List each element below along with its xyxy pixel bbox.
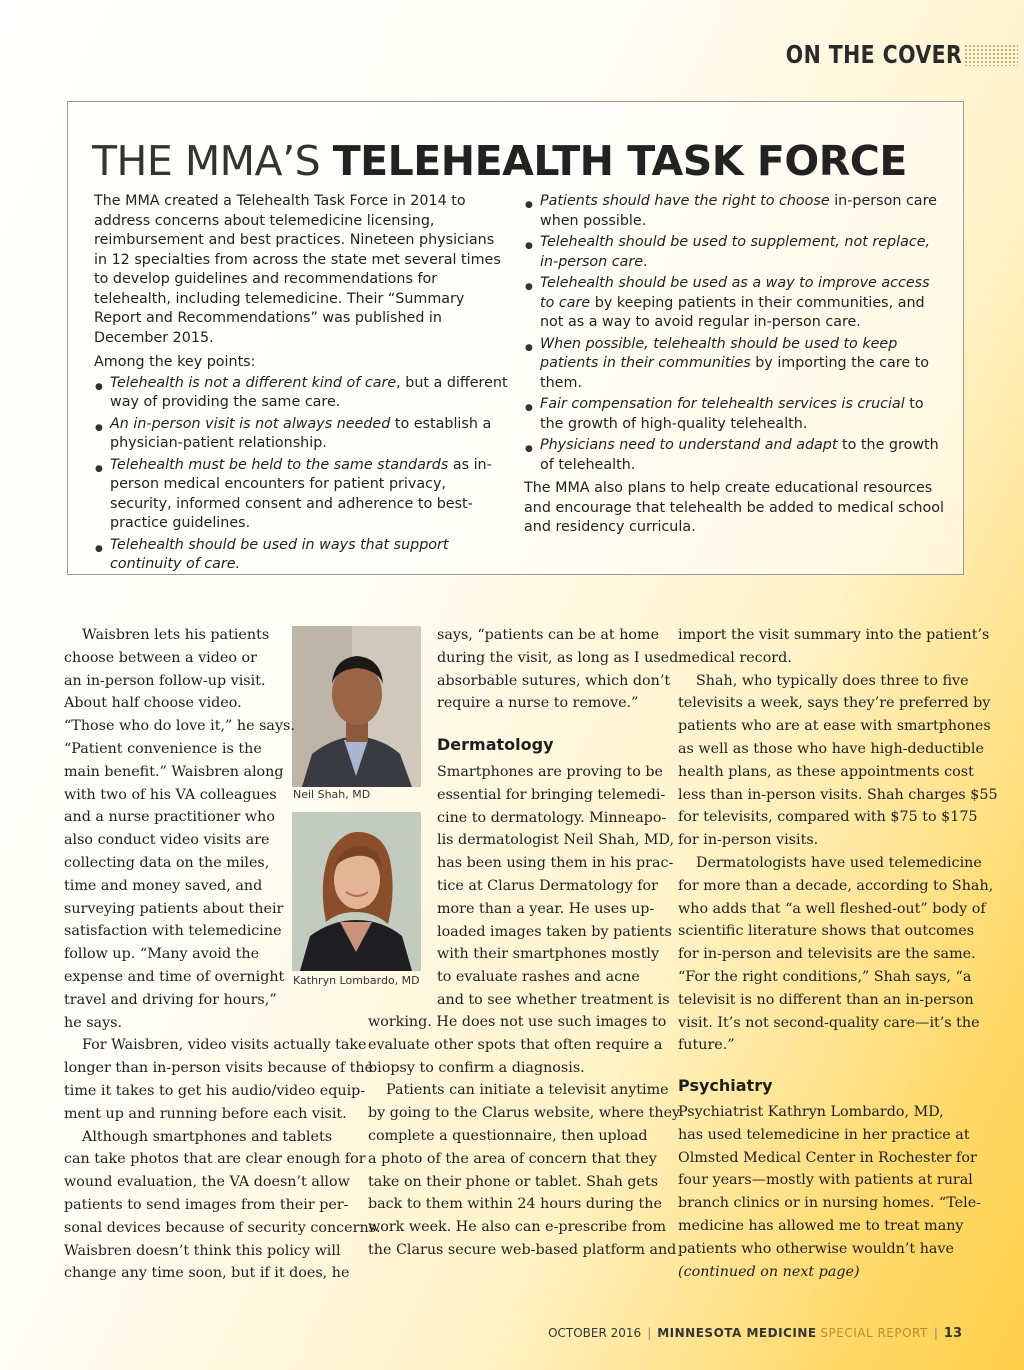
text-line: essential for bringing telemedi- <box>437 786 666 803</box>
text-line: travel and driving for hours,” <box>64 991 277 1008</box>
sidebar-title <box>92 138 907 184</box>
caption-kathryn-lombardo: Kathryn Lombardo, MD <box>293 974 420 987</box>
sidebar-bullet <box>94 456 508 534</box>
bullet-emphasis: Physicians need to understand and adapt <box>540 437 838 453</box>
text-line: Patients can initiate a televisit anytime <box>386 1082 669 1099</box>
sidebar-closing: The MMA also plans to help create educational resources and encourage that telehealth be added to medical school and residency curricula. <box>524 480 944 535</box>
text-line: Olmsted Medical Center in Rochester for <box>678 1149 977 1166</box>
sidebar-left-column <box>94 192 508 579</box>
article-column-2-subhead-block <box>437 734 657 759</box>
sidebar-bullet <box>94 415 508 454</box>
sidebar-bullet <box>94 536 508 575</box>
text-line: health plans, as these appointments cost <box>678 763 974 780</box>
text-line: complete a questionnaire, then upload <box>368 1127 648 1144</box>
bullet-emphasis: When possible, telehealth should be used to keep patients in their communities <box>540 335 898 371</box>
bullet-text: to the growth of high-quality telehealth. <box>540 396 924 432</box>
text-line: cine to dermatology. Minneapo- <box>437 809 667 826</box>
sidebar-bullet <box>524 436 944 475</box>
text-line: an in-person follow-up visit. <box>64 672 266 689</box>
text-line: medical record. <box>678 649 792 666</box>
text-line: time it takes to get his audio/video equip- <box>64 1082 366 1099</box>
text-line: main benefit.” Waisbren along <box>64 763 284 780</box>
text-line: has used telemedicine in her practice at <box>678 1126 970 1143</box>
bullet-text: in-person care when possible. <box>540 193 937 229</box>
bullet-emphasis: Telehealth should be used to supplement, not replace, in-person care <box>540 234 931 270</box>
text-line: About half choose video. <box>64 695 242 712</box>
sidebar-left-bullets <box>94 374 508 575</box>
article-column-2-top <box>437 624 679 715</box>
text-line: “Patient convenience is the <box>64 740 262 757</box>
bullet-emphasis: Telehealth should be used in ways that support continuity of care. <box>110 536 449 572</box>
footer-separator: | <box>647 1326 652 1340</box>
text-line: for in-person and televisits are the same. <box>678 946 976 963</box>
tag-dots-decoration <box>964 44 1018 66</box>
article-column-3-subhead-block <box>678 1075 964 1100</box>
bullet-dot-icon: ● <box>95 463 103 474</box>
bullet-text: . <box>643 253 648 270</box>
text-line: wound evaluation, the VA doesn’t allow <box>64 1174 350 1191</box>
text-line: biopsy to confirm a diagnosis. <box>368 1059 585 1076</box>
bullet-emphasis: Fair compensation for telehealth services is crucial <box>540 396 905 412</box>
text-line: has been using them in his prac- <box>437 855 674 872</box>
footer-date: OCTOBER 2016 <box>548 1326 642 1340</box>
text-line: for more than a decade, according to Shah, <box>678 877 994 894</box>
continued-note: (continued on next page) <box>678 1264 860 1280</box>
text-line: longer than in-person visits because of the <box>64 1060 374 1077</box>
text-line: satisfaction with telemedicine <box>64 923 282 940</box>
sidebar-title-light: THE MMA’S <box>92 137 333 185</box>
text-line: work week. He also can e-prescribe from <box>368 1219 667 1236</box>
bullet-text: as in-person medical encounters for patient privacy, security, informed consent and adherence to best-practice guidelines. <box>110 456 492 531</box>
bullet-text: to establish a physician-patient relationship. <box>110 415 492 451</box>
bullet-emphasis: Telehealth must be held to the same standards <box>110 456 449 473</box>
bullet-text: by keeping patients in their communities, and not as a way to avoid regular in-person care. <box>540 294 925 330</box>
text-line: by going to the Clarus website, where they <box>368 1105 681 1122</box>
bullet-dot-icon: ● <box>95 543 103 554</box>
sidebar-intro: The MMA created a Telehealth Task Force in 2014 to address concerns about telemedicine licensing, reimbursement and best practices. Nineteen physicians in 12 specialties from across the state met several times to develop guidelines and recommendations for telehealth, including telemedicine. Their “Summary Report and Recommendations” was published in December 2015. <box>94 193 501 346</box>
bullet-emphasis: Telehealth is not a different kind of care <box>110 374 397 391</box>
sidebar-right-column <box>524 192 944 543</box>
sidebar-right-bullets <box>524 192 944 475</box>
text-line: Although smartphones and tablets <box>82 1128 333 1145</box>
text-line: more than a year. He uses up- <box>437 900 655 917</box>
text-line: during the visit, as long as I used <box>437 649 679 666</box>
text-line: ment up and running before each visit. <box>64 1105 347 1122</box>
text-line: and to see whether treatment is <box>437 991 670 1008</box>
text-line: expense and time of overnight <box>64 968 285 985</box>
bullet-dot-icon: ● <box>525 241 533 251</box>
text-line: visit. It’s not second-quality care—it’s the <box>678 1014 980 1031</box>
text-line: televisit is no different than an in-person <box>678 991 974 1008</box>
sidebar-bullet <box>524 274 944 333</box>
footer-separator-2: | <box>933 1326 938 1340</box>
text-line: Psychiatrist Kathryn Lombardo, MD, <box>678 1104 944 1120</box>
sidebar-bullet <box>524 192 944 231</box>
sidebar-title-bold: TELEHEALTH TASK FORCE <box>332 137 907 185</box>
text-line: who adds that “a well fleshed-out” body of <box>678 900 986 917</box>
bullet-emphasis: Telehealth should be used as a way to improve access to care <box>540 275 930 311</box>
text-line: collecting data on the miles, <box>64 854 270 871</box>
text-line: sonal devices because of security concerns. <box>64 1219 381 1236</box>
text-line: evaluate other spots that often require a <box>368 1036 663 1053</box>
text-line: patients to send images from their per- <box>64 1196 349 1213</box>
footer-magazine: MINNESOTA MEDICINE <box>657 1326 817 1340</box>
text-line: less than in-person visits. Shah charges $55 <box>678 786 998 803</box>
text-line: loaded images taken by patients <box>437 923 672 940</box>
bullet-emphasis: Patients should have the right to choose <box>540 193 830 209</box>
text-line: patients who are at ease with smartphones <box>678 718 991 735</box>
page-number: 13 <box>943 1326 962 1341</box>
bullet-text: by importing the care to them. <box>540 355 930 391</box>
text-line: surveying patients about their <box>64 900 284 917</box>
text-line: as well as those who have high-deductible <box>678 740 984 757</box>
bullet-dot-icon: ● <box>525 444 533 454</box>
text-line: to evaluate rashes and acne <box>437 969 640 986</box>
bullet-emphasis: An in-person visit is not always needed <box>110 415 391 432</box>
text-line: Waisbren doesn’t think this policy will <box>64 1242 341 1259</box>
section-tag: ON THE COVER <box>785 40 962 69</box>
text-line: for in-person visits. <box>678 832 819 849</box>
text-line: follow up. “Many avoid the <box>64 946 260 963</box>
bullet-dot-icon: ● <box>525 342 533 353</box>
text-line: televisits a week, says they’re preferred by <box>678 695 991 712</box>
text-line: medicine has allowed me to treat many <box>678 1217 964 1234</box>
sidebar-bullet <box>94 374 508 413</box>
text-line: time and money saved, and <box>64 877 263 894</box>
text-line: patients who otherwise wouldn’t have <box>678 1240 954 1257</box>
page-footer <box>548 1326 962 1341</box>
text-line: Dermatologists have used telemedicine <box>696 854 982 871</box>
article-column-3-a <box>678 624 998 1057</box>
bullet-dot-icon: ● <box>525 403 533 413</box>
sidebar-box <box>67 101 964 575</box>
text-line: can take photos that are clear enough for <box>64 1151 366 1168</box>
bullet-dot-icon: ● <box>95 422 103 433</box>
text-line: for televisits, compared with $75 to $175 <box>678 809 978 826</box>
text-line: with their smartphones mostly <box>437 946 660 963</box>
text-line: require a nurse to remove.” <box>437 695 639 712</box>
text-line: take on their phone or tablet. Shah gets <box>368 1173 659 1190</box>
article-column-2-wide <box>368 1011 681 1262</box>
text-line: Shah, who typically does three to five <box>696 672 969 689</box>
text-line: scientific literature shows that outcomes <box>678 923 975 940</box>
text-line: Waisbren lets his patients <box>82 627 270 643</box>
subhead-psychiatry: Psychiatry <box>678 1076 773 1095</box>
text-line: branch clinics or in nursing homes. “Tele- <box>678 1195 981 1212</box>
text-line: “For the right conditions,” Shah says, “a <box>678 968 972 985</box>
bullet-dot-icon: ● <box>95 381 103 392</box>
bullet-text: , but a different way of providing the same care. <box>110 374 508 410</box>
caption-neil-shah: Neil Shah, MD <box>293 788 371 801</box>
footer-special: SPECIAL REPORT <box>820 1326 928 1340</box>
text-line: For Waisbren, video visits actually take <box>82 1037 367 1054</box>
article-column-3-b <box>678 1101 981 1261</box>
text-line: change any time soon, but if it does, he <box>64 1265 350 1282</box>
text-line: lis dermatologist Neil Shah, MD, <box>437 832 675 849</box>
text-line: four years—mostly with patients at rural <box>678 1172 973 1189</box>
text-line: with two of his VA colleagues <box>64 786 277 803</box>
sidebar-bullet <box>524 335 944 394</box>
text-line: a photo of the area of concern that they <box>368 1150 657 1167</box>
text-line: Smartphones are proving to be <box>437 764 663 780</box>
text-line: he says. <box>64 1014 123 1031</box>
text-line: says, “patients can be at home <box>437 627 660 643</box>
text-line: the Clarus secure web-based platform and <box>368 1241 677 1258</box>
text-line: working. He does not use such images to <box>368 1014 667 1030</box>
text-line: import the visit summary into the patient’s <box>678 627 990 643</box>
bullet-dot-icon: ● <box>525 200 533 210</box>
article-column-2-narrow <box>437 761 675 1012</box>
text-line: future.” <box>678 1037 735 1054</box>
text-line: tice at Clarus Dermatology for <box>437 877 658 894</box>
bullet-text: to the growth of telehealth. <box>540 437 939 473</box>
text-line: also conduct video visits are <box>64 832 270 849</box>
sidebar-bullet <box>524 395 944 434</box>
sidebar-key-points-label: Among the key points: <box>94 354 256 370</box>
bullet-dot-icon: ● <box>525 282 533 292</box>
sidebar-bullet <box>524 233 944 272</box>
text-line: “Those who do love it,” he says. <box>64 718 295 735</box>
text-line: choose between a video or <box>64 649 257 666</box>
text-line: and a nurse practitioner who <box>64 809 275 826</box>
subhead-dermatology: Dermatology <box>437 735 554 754</box>
text-line: back to them within 24 hours during the <box>368 1196 662 1213</box>
text-line: absorbable sutures, which don’t <box>437 672 671 689</box>
